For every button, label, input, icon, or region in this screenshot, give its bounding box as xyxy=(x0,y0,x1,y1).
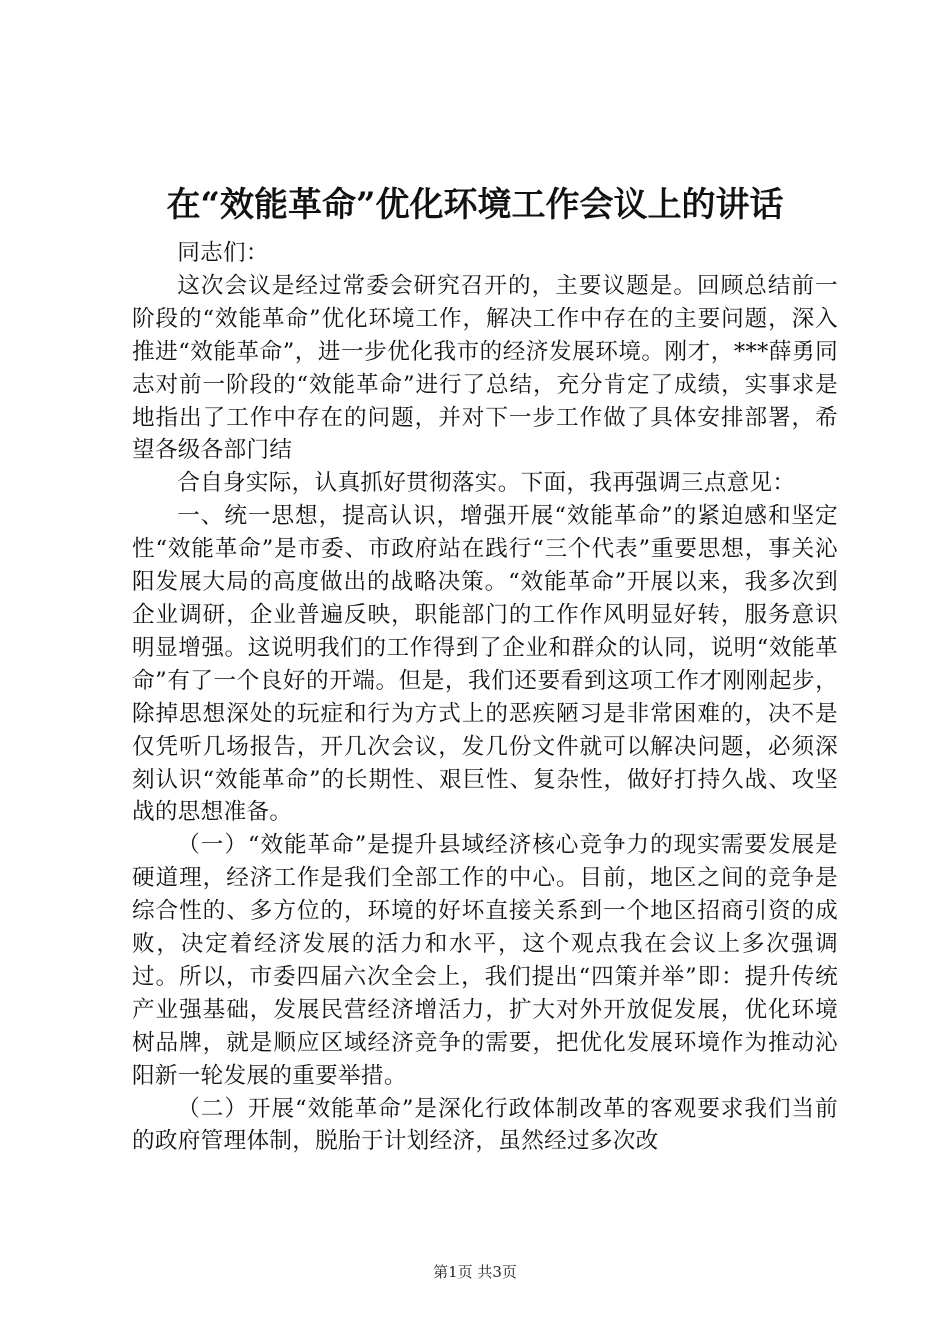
salutation-paragraph: 同志们： xyxy=(177,240,269,266)
document-body xyxy=(132,237,838,1158)
page-number-footer: 第1页 共3页 xyxy=(433,1263,517,1281)
body-paragraph: 这次会议是经过常委会研究召开的，主要议题是。回顾总结前一阶段的“效能革命”优化环境工作，解决工作中存在的主要问题，深入推进“效能革命”，进一步优化我市的经济发展环境。刚才，***薛勇同志对前一阶段的“效能革命”进行了总结，充分肯定了成绩，实事求是地指出了工作中存在的问题，并对下一步工作做了具体安排部署，希望各级各部门结 xyxy=(132,272,838,464)
subsection-paragraph: （二）开展“效能革命”是深化行政体制改革的客观要求我们当前的政府管理体制，脱胎于计划经济，虽然经过多次改 xyxy=(132,1095,838,1155)
body-paragraph: 合自身实际，认真抓好贯彻落实。下面，我再强调三点意见： xyxy=(177,470,796,497)
subsection-paragraph: （一）“效能革命”是提升县域经济核心竞争力的现实需要发展是硬道理，经济工作是我们全部工作的中心。目前，地区之间的竞争是综合性的、多方位的，环境的好坏直接关系到一个地区招商引资的成败，决定着经济发展的活力和水平，这个观点我在会议上多次强调过。所以，市委四届六次全会上，我们提出“四策并举”即：提升传统产业强基础，发展民营经济增活力，扩大对外开放促发展，优化环境树品牌，就是顺应区域经济竞争的需要，把优化发展环境作为推动沁阳新一轮发展的重要举措。 xyxy=(132,832,838,1089)
section-paragraph: 一、统一思想，提高认识，增强开展“效能革命”的紧迫感和坚定性“效能革命”是市委、市政府站在践行“三个代表”重要思想，事关沁阳发展大局的高度做出的战略决策。“效能革命”开展以来，我多次到企业调研，企业普遍反映，职能部门的工作作风明显好转，服务意识明显增强。这说明我们的工作得到了企业和群众的认同，说明“效能革命”有了一个良好的开端。但是，我们还要看到这项工作才刚刚起步，除掉思想深处的玩症和行为方式上的恶疾陋习是非常困难的，决不是仅凭听几场报告，开几次会议，发几份文件就可以解决问题，必须深刻认识“效能革命”的长期性、艰巨性、复杂性，做好打持久战、攻坚战的思想准备。 xyxy=(132,503,838,826)
document-title: 在“效能革命”优化环境工作会议上的讲话 xyxy=(166,185,784,225)
